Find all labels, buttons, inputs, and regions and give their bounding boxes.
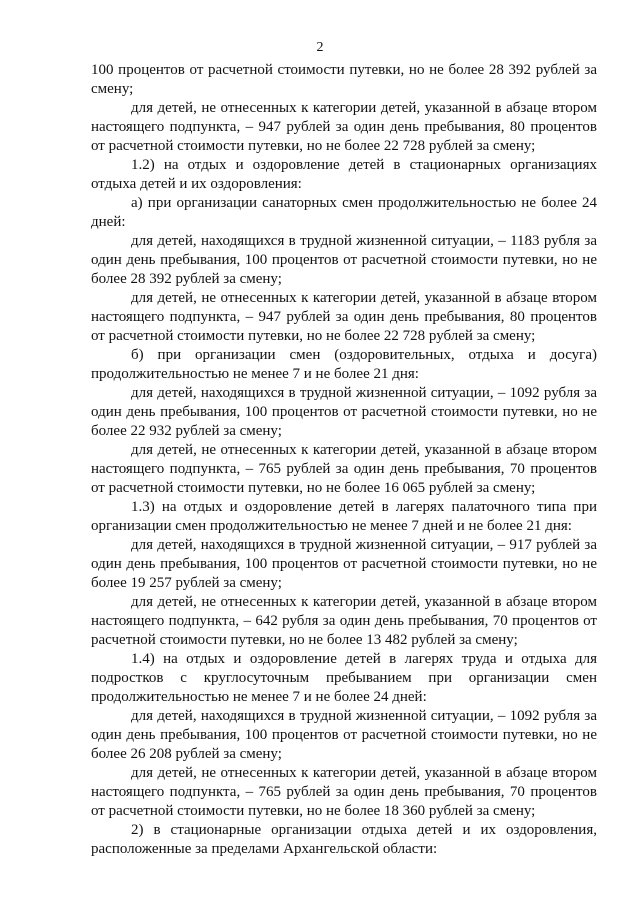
paragraph: для детей, находящихся в трудной жизненной ситуации, – 1183 рубля за один день пребывания, 100 процентов от расчетной стоимости путевки, но не более 28 392 рублей за смену;	[91, 233, 597, 287]
paragraph: 2) в стационарные организации отдыха детей и их оздоровления, расположенные за пределами Архангельской области:	[91, 822, 597, 857]
paragraph: 1.4) на отдых и оздоровление детей в лагерях труда и отдыха для подростков с круглосуточным пребыванием при организации смен продолжительностью не менее 7 и не более 24 дней:	[91, 651, 597, 705]
paragraph: для детей, не отнесенных к категории детей, указанной в абзаце втором настоящего подпункта, – 642 рубля за один день пребывания, 70 процентов от расчетной стоимости путевки, но не более 13 482 рублей за смену;	[91, 594, 597, 648]
paragraph: 1.3) на отдых и оздоровление детей в лагерях палаточного типа при организации смен продолжительностью не менее 7 дней и не более 21 дня:	[91, 499, 597, 534]
paragraph: для детей, не отнесенных к категории детей, указанной в абзаце втором настоящего подпункта, – 765 рублей за один день пребывания, 70 процентов от расчетной стоимости путевки, но не более 16 065 рублей за смену;	[91, 442, 597, 496]
paragraph: а) при организации санаторных смен продолжительностью не более 24 дней:	[91, 195, 597, 230]
paragraph: для детей, не отнесенных к категории детей, указанной в абзаце втором настоящего подпункта, – 947 рублей за один день пребывания, 80 процентов от расчетной стоимости путевки, но не более 22 728 рублей за смену;	[91, 290, 597, 344]
page-number: 2	[316, 40, 324, 55]
document-body	[91, 61, 597, 859]
paragraph: для детей, не отнесенных к категории детей, указанной в абзаце втором настоящего подпункта, – 765 рублей за один день пребывания, 70 процентов от расчетной стоимости путевки, но не более 18 360 рублей за смену;	[91, 765, 597, 819]
paragraph: 1.2) на отдых и оздоровление детей в стационарных организациях отдыха детей и их оздоровления:	[91, 157, 597, 192]
paragraph: для детей, находящихся в трудной жизненной ситуации, – 1092 рубля за один день пребывания, 100 процентов от расчетной стоимости путевки, но не более 26 208 рублей за смену;	[91, 708, 597, 762]
paragraph: 100 процентов от расчетной стоимости путевки, но не более 28 392 рублей за смену;	[91, 62, 597, 97]
paragraph: б) при организации смен (оздоровительных, отдыха и досуга) продолжительностью не менее 7 и не более 21 дня:	[91, 347, 597, 382]
paragraph: для детей, находящихся в трудной жизненной ситуации, – 1092 рубля за один день пребывания, 100 процентов от расчетной стоимости путевки, но не более 22 932 рублей за смену;	[91, 385, 597, 439]
paragraph: для детей, находящихся в трудной жизненной ситуации, – 917 рублей за один день пребывания, 100 процентов от расчетной стоимости путевки, но не более 19 257 рублей за смену;	[91, 537, 597, 591]
paragraph: для детей, не отнесенных к категории детей, указанной в абзаце втором настоящего подпункта, – 947 рублей за один день пребывания, 80 процентов от расчетной стоимости путевки, но не более 22 728 рублей за смену;	[91, 100, 597, 154]
